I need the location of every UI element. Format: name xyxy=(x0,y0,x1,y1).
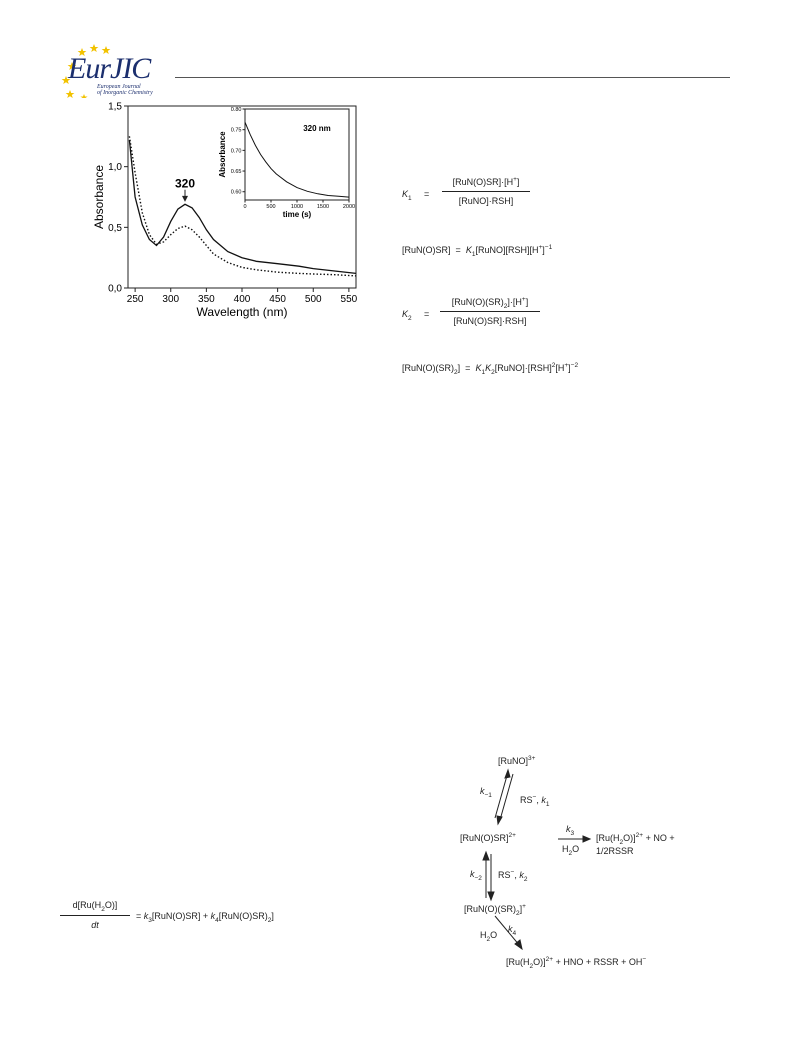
scheme-species-runosr2: $[RuN(O)(SR)_2]^+$ xyxy=(464,903,526,917)
logo-wordmark: EurJIC xyxy=(68,52,151,85)
peak-arrowhead xyxy=(182,196,188,202)
scheme-k-minus2: $k_{-2}$ xyxy=(470,869,482,882)
inset-x-tick-label: 0 xyxy=(243,204,247,210)
scheme-rs-k1: RS−, $k_1$ xyxy=(520,794,550,808)
scheme-species-runo: [RuNO]$^{3+}$ xyxy=(498,755,536,766)
main-y-tick-label: 1,0 xyxy=(108,162,122,174)
main-y-tick-label: 0,0 xyxy=(108,283,122,295)
journal-logo xyxy=(58,42,178,98)
peak-annotation-label: 320 xyxy=(174,176,196,191)
main-x-tick-label: 400 xyxy=(233,294,251,305)
main-x-axis-label: Wavelength (nm) xyxy=(196,305,288,319)
inset-y-tick-label: 0.80 xyxy=(230,107,242,113)
main-x-tick-label: 300 xyxy=(162,294,180,305)
main-y-tick-label: 0,5 xyxy=(108,222,122,234)
inset-y-tick-label: 0.60 xyxy=(230,189,242,196)
inset-x-tick-label: 1500 xyxy=(316,204,330,210)
scheme-k-minus1: $k_{-1}$ xyxy=(480,786,492,799)
inset-x-tick-label: 2000 xyxy=(342,204,356,210)
equation-k1: $K_1$ = [RuN(O)SR]·[H+] [RuNO]·RSH] xyxy=(402,175,602,215)
main-y-tick-label: 1,5 xyxy=(108,101,122,113)
scheme-product-1-line2: 1/2RSSR xyxy=(596,846,634,856)
main-x-tick-label: 450 xyxy=(269,294,286,305)
rate-equation: $d[Ru(H_2O)]$ dt = $k_3[RuN(O)SR] + k_4[RuN(O)SR)_2$] xyxy=(60,900,320,940)
inset-y-tick-label: 0.70 xyxy=(230,148,242,155)
reaction-scheme xyxy=(440,750,700,980)
main-x-tick-label: 250 xyxy=(126,294,144,305)
inset-y-tick-label: 0.75 xyxy=(230,127,242,134)
header-rule xyxy=(175,77,730,78)
scheme-k3: $k_3$ xyxy=(566,824,575,837)
inset-x-tick-label: 500 xyxy=(266,204,276,210)
main-x-tick-label: 350 xyxy=(198,294,215,305)
scheme-species-runosr: $[RuN(O)SR]^{2+}$ xyxy=(460,832,516,843)
inset-y-tick-label: 0.65 xyxy=(230,169,242,176)
scheme-product-1: $[Ru(H_2O)]^{2+}$ + NO + xyxy=(596,832,675,846)
main-x-tick-label: 550 xyxy=(340,294,358,305)
inset-y-axis-label: Absorbance xyxy=(218,131,227,178)
scheme-arrows xyxy=(440,750,700,980)
uv-vis-chart xyxy=(90,100,360,322)
logo-subtitle: European Journal of Inorganic Chemistry xyxy=(97,84,153,96)
scheme-product-2: $[Ru(H_2O)]^{2+}$ + HNO + RSSR + OH− xyxy=(506,956,647,970)
main-x-tick-label: 500 xyxy=(304,294,322,305)
main-y-axis-label: Absorbance xyxy=(92,164,106,230)
equation-runosr: $[RuN(O)SR] = K_1[RuNO][RSH][H^+]^{-1}$ xyxy=(402,244,553,258)
inset-x-axis-label: time (s) xyxy=(282,210,312,219)
scheme-h2o-2: $H_2O$ xyxy=(480,930,498,943)
inset-title: 320 nm xyxy=(303,124,331,133)
equation-runosr2: $[RuN(O)(SR)_2]$ = $K_1K_2[RuNO]\cdot[RSH]^2[H^+]^{-2}$ xyxy=(402,362,579,376)
equation-k2: $K_2$ = $[RuN(O)(SR)_2]\cdot[H^+]$ [RuN(O)SR]·RSH] xyxy=(402,295,602,335)
scheme-h2o-1: $H_2O$ xyxy=(562,844,580,857)
scheme-rs-k2: RS−, $k_2$ xyxy=(498,869,528,883)
scheme-k4: $k_4$ xyxy=(508,924,517,937)
inset-x-tick-label: 1000 xyxy=(290,204,304,210)
absorbance-figure xyxy=(90,100,360,322)
